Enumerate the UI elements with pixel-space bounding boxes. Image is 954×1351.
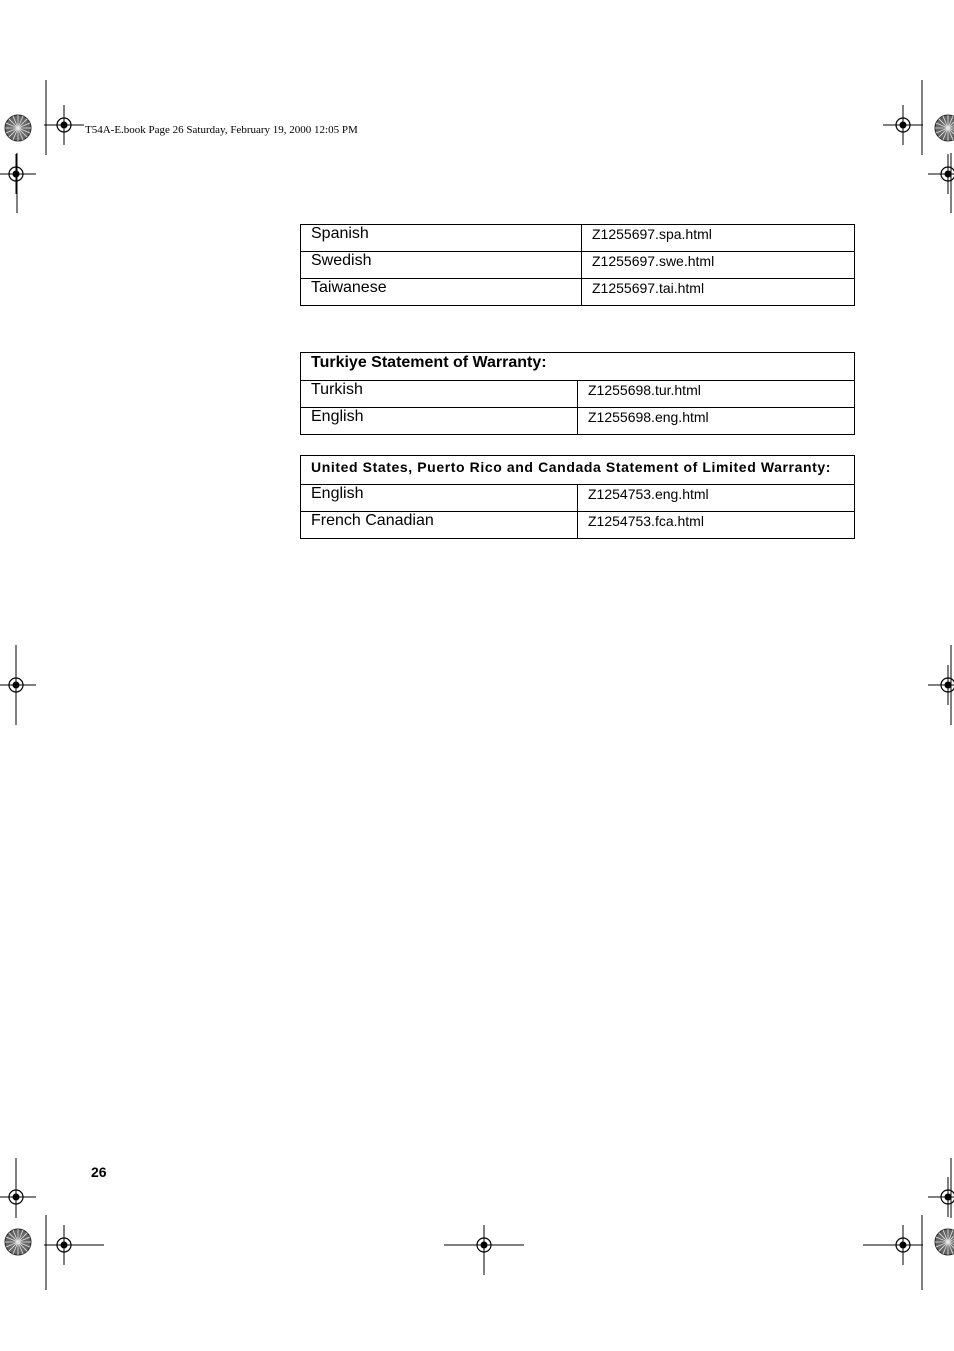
language-cell: French Canadian [301, 512, 578, 539]
registration-cross-icon [0, 665, 36, 705]
file-cell: Z1254753.fca.html [578, 512, 855, 539]
registration-cross-icon [928, 1177, 954, 1217]
registration-cross-icon [0, 1177, 36, 1217]
file-cell: Z1255697.swe.html [582, 252, 855, 279]
file-cell: Z1255697.tai.html [582, 279, 855, 306]
page-number: 26 [91, 1164, 107, 1180]
registration-rosette-icon [935, 115, 954, 141]
language-cell: Taiwanese [301, 279, 582, 306]
registration-cross-icon [928, 154, 954, 194]
file-cell: Z1255697.spa.html [582, 225, 855, 252]
language-cell: Spanish [301, 225, 582, 252]
language-cell: Swedish [301, 252, 582, 279]
registration-rosette-icon [5, 115, 31, 141]
language-cell: English [301, 485, 578, 512]
book-header-info: T54A-E.book Page 26 Saturday, February 19, 2000 12:05 PM [85, 124, 358, 136]
file-cell: Z1254753.eng.html [578, 485, 855, 512]
language-cell: English [301, 408, 578, 435]
registration-cross-icon [0, 154, 36, 194]
registration-cross-icon [928, 665, 954, 705]
table-title: United States, Puerto Rico and Candada Statement of Limited Warranty: [301, 456, 855, 485]
registration-rosette-icon [5, 1229, 31, 1255]
file-cell: Z1255698.eng.html [578, 408, 855, 435]
table-title: Turkiye Statement of Warranty: [301, 353, 855, 381]
file-cell: Z1255698.tur.html [578, 381, 855, 408]
registration-rosette-icon [935, 1229, 954, 1255]
registration-cross-icon [883, 105, 923, 145]
registration-cross-icon [44, 105, 84, 145]
language-cell: Turkish [301, 381, 578, 408]
